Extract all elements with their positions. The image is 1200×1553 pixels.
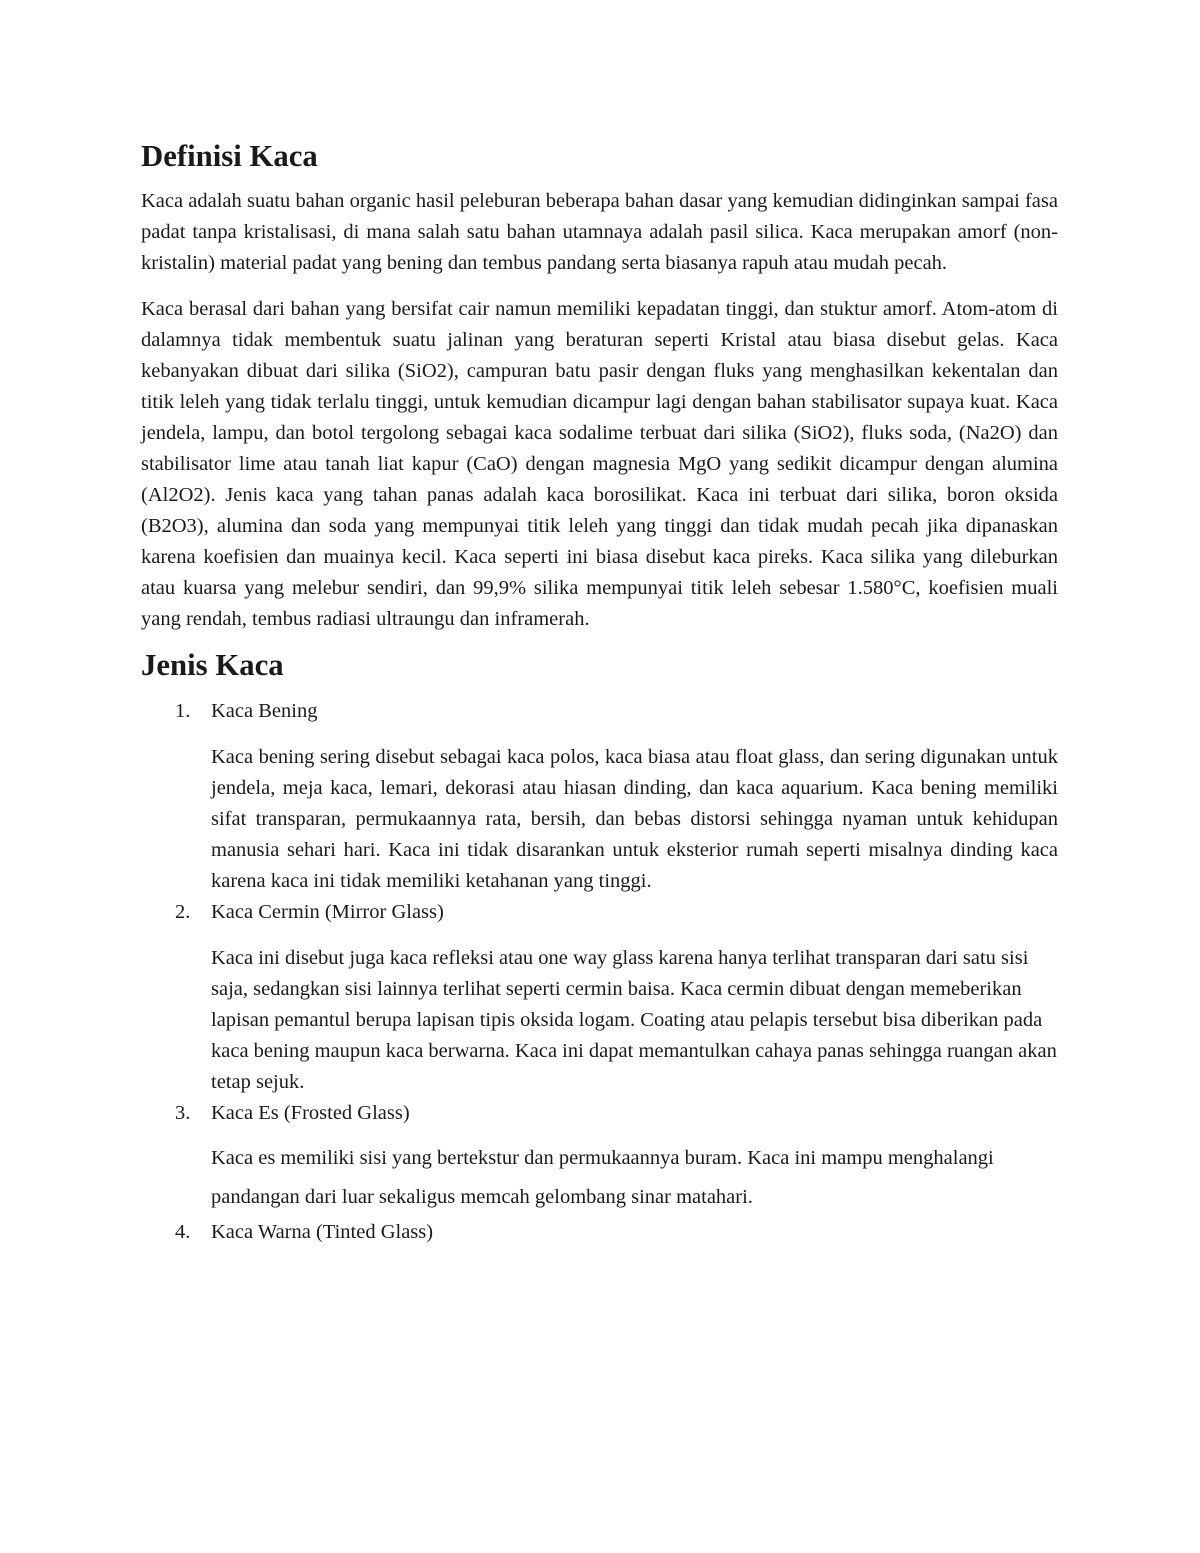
document-body [141, 141, 1058, 1248]
paragraph-definition: Kaca adalah suatu bahan organic hasil peleburan beberapa bahan dasar yang kemudian didinginkan sampai fasa padat tanpa kristalisasi, di mana salah satu bahan utamnaya adalah pasil silica. Kaca merupakan amorf (non-kristalin) material padat yang bening dan tembus pandang serta biasanya rapuh atau mudah pecah. [141, 190, 1058, 274]
glass-types-list [141, 696, 1058, 1248]
list-number: 1. [175, 700, 191, 722]
list-item-title: Kaca Bening [211, 700, 318, 722]
list-item-description: Kaca bening sering disebut sebagai kaca polos, kaca biasa atau float glass, dan sering digunakan untuk jendela, meja kaca, lemari, dekorasi atau hiasan dinding, dan kaca aquarium. Kaca bening memiliki sifat transparan, permukaannya rata, bersih, dan bebas distorsi sehingga nyaman untuk kehidupan manusia sehari hari. Kaca ini tidak disarankan untuk eksterior rumah seperti misalnya dinding kaca karena kaca ini tidak memiliki ketahanan yang tinggi. [211, 746, 1058, 892]
list-item-description: Kaca ini disebut juga kaca refleksi atau one way glass karena hanya terlihat transparan dari satu sisi saja, sedangkan sisi lainnya terlihat seperti cermin baisa. Kaca cermin dibuat dengan memeberikan lapisan pemantul berupa lapisan tipis oksida logam. Coating atau pelapis tersebut bisa diberikan pada kaca bening maupun kaca berwarna. Kaca ini dapat memantulkan cahaya panas sehingga ruangan akan tetap sejuk. [211, 947, 1057, 1093]
list-number: 3. [175, 1102, 191, 1124]
list-item-kaca-bening [141, 696, 1058, 897]
list-item-kaca-warna [141, 1217, 1058, 1248]
paragraph-composition: Kaca berasal dari bahan yang bersifat cair namun memiliki kepadatan tinggi, dan stuktur amorf. Atom-atom di dalamnya tidak membentuk suatu jalinan yang beraturan seperti Kristal atau biasa disebut gelas. Kaca kebanyakan dibuat dari silika (SiO2), campuran batu pasir dengan fluks yang menghasilkan kekentalan dan titik leleh yang tidak terlalu tinggi, untuk kemudian dicampur lagi dengan bahan stabilisator supaya kuat. Kaca jendela, lampu, dan botol tergolong sebagai kaca sodalime terbuat dari silika (SiO2), fluks soda, (Na2O) dan stabilisator lime atau tanah liat kapur (CaO) dengan magnesia MgO yang sedikit dicampur dengan alumina (Al2O2). Jenis kaca yang tahan panas adalah kaca borosilikat. Kaca ini terbuat dari silika, boron oksida (B2O3), alumina dan soda yang mempunyai titik leleh yang tinggi dan tidak mudah pecah jika dipanaskan karena koefisien dan muainya kecil. Kaca seperti ini biasa disebut kaca pireks. Kaca silika yang dileburkan atau kuarsa yang melebur sendiri, dan 99,9% silika mempunyai titik leleh sebesar 1.580°C, koefisien muali yang rendah, tembus radiasi ultraungu dan inframerah. [141, 298, 1058, 630]
list-item-title: Kaca Warna (Tinted Glass) [211, 1221, 434, 1243]
list-item-title: Kaca Es (Frosted Glass) [211, 1102, 410, 1124]
list-item-kaca-cermin [141, 897, 1058, 1098]
heading-jenis-kaca: Jenis Kaca [141, 648, 284, 682]
list-item-kaca-es [141, 1098, 1058, 1217]
list-number: 4. [175, 1221, 191, 1243]
list-item-title: Kaca Cermin (Mirror Glass) [211, 901, 444, 923]
list-item-description: Kaca es memiliki sisi yang bertekstur dan permukaannya buram. Kaca ini mampu menghalangi pandangan dari luar sekaligus memcah gelombang sinar matahari. [211, 1147, 994, 1208]
list-number: 2. [175, 901, 191, 923]
heading-definisi-kaca: Definisi Kaca [141, 139, 318, 173]
